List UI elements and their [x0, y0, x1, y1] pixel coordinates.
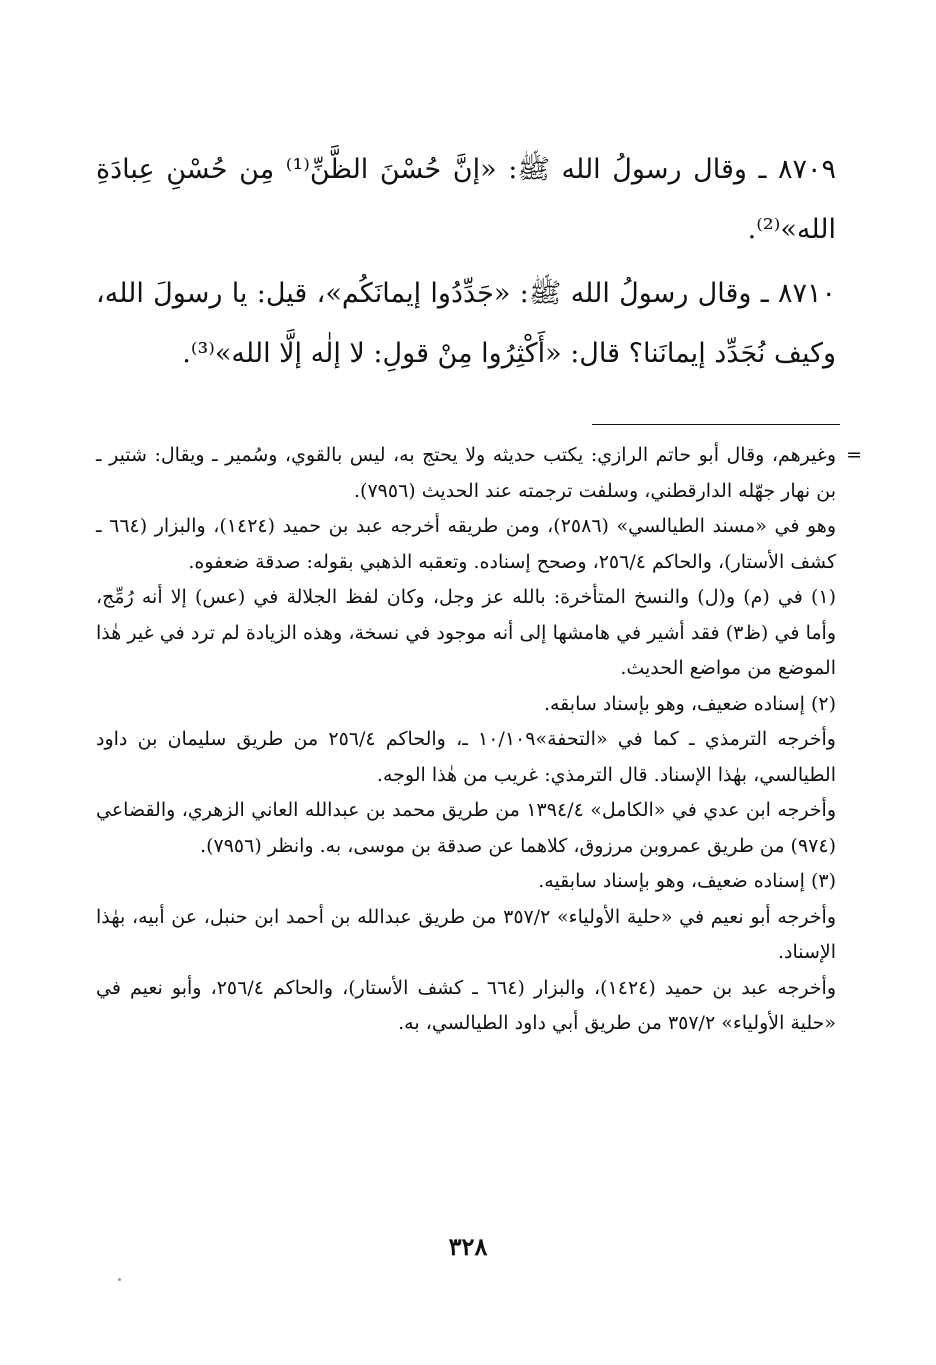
footnote-paragraph: وأخرجه الترمذي ـ كما في «التحفة»١٠/١٠٩ ـ، والحاكم ٢٥٦/٤ من طريق سليمان بن داود الطيالسي، بهٰذا الإسناد. قال الترمذي: غريب من هٰذا الوجه.: [96, 728, 836, 786]
footnote-paragraph: وأخرجه عبد بن حميد (١٤٢٤)، والبزار (٦٦٤ ـ كشف الأستار)، والحاكم ٢٥٦/٤، وأبو نعيم في «حلية الأولياء» ٣٥٧/٢ من طريق أبي داود الطيالسي، به.: [96, 976, 836, 1034]
scan-speck: [118, 1278, 121, 1281]
hadith-8709: ٨٧٠٩ ـ وقال رسولُ الله ﷺ: «إنَّ حُسْنَ الظَّنِّ⁽¹⁾ مِن حُسْنِ عِبادَةِ الله»⁽²⁾.: [96, 154, 836, 245]
footnote-paragraph: وغيرهم، وقال أبو حاتم الرازي: يكتب حديثه ولا يحتج به، ليس بالقوي، وسُمير ـ ويقال: شتير ـ بن نهار جهّله الدارقطني، وسلفت ترجمته عند الحديث (٧٩٥٦).: [96, 444, 836, 502]
footnote-1: (١) في (م) و(ل) والنسخ المتأخرة: بالله عز وجل، وكان لفظ الجلالة في (عس) إلا أنه رُمِّج، وأما في (ظ٣) فقد أشير في هامشها إلى أنه موجود في نسخة، وهذه الزيادة لم ترد في غير هٰذا الموضع من مواضع الحديث.: [96, 586, 836, 679]
continuation-mark: =: [846, 444, 862, 466]
footnote-paragraph: وأخرجه ابن عدي في «الكامل» ١٣٩٤/٤ من طريق محمد بن عبدالله العاني الزهري، والقضاعي (٩٧٤) من طريق عمروبن مرزوق، كلاهما عن صدقة بن موسى، به. وانظر (٧٩٥٦).: [96, 799, 837, 857]
footnote-separator: [592, 424, 840, 425]
main-text: [96, 140, 836, 384]
footnote-paragraph: وأخرجه أبو نعيم في «حلية الأولياء» ٣٥٧/٢ من طريق عبدالله بن أحمد ابن حنبل، عن أبيه، بهٰذا الإسناد.: [96, 905, 837, 963]
page-number: ٣٢٨: [448, 1232, 488, 1261]
footnote-2: (٢) إسناده ضعيف، وهو بإسناد سابقه.: [543, 692, 836, 715]
footnotes: [96, 438, 862, 1042]
footnote-paragraph: وهو في «مسند الطيالسي» (٢٥٨٦)، ومن طريقه أخرجه عبد بن حميد (١٤٢٤)، والبزار (٦٦٤ ـ كشف الأستار)، والحاكم ٢٥٦/٤، وصحح إسناده. وتعقبه الذهبي بقوله: صدقة ضعفوه.: [96, 515, 836, 573]
footnote-3: (٣) إسناده ضعيف، وهو بإسناد سابقيه.: [538, 870, 836, 892]
hadith-8710: ٨٧١٠ ـ وقال رسولُ الله ﷺ: «جَدِّدُوا إيمانَكُم»، قيل: يا رسولَ الله، وكيف نُجَدِّد إيمانَنا؟ قال: «أَكْثِرُوا مِنْ قولِ: لا إلٰه إلَّا الله»⁽³⁾.: [96, 278, 836, 369]
